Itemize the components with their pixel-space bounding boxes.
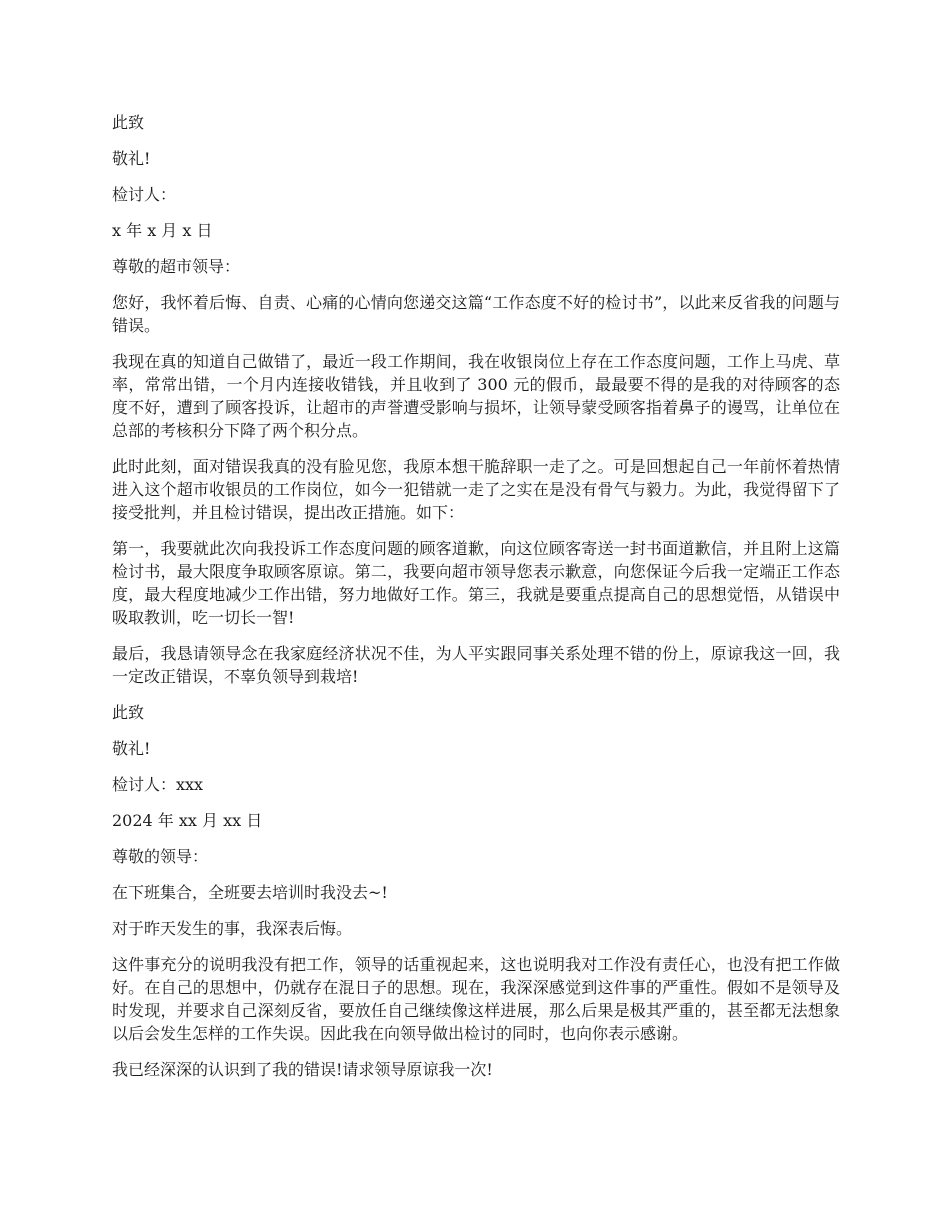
body-paragraph: 您好，我怀着后悔、自责、心痛的心情向您递交这篇“工作态度不好的检讨书”，以此来反省我的问题与错误。 bbox=[112, 293, 840, 335]
body-paragraph: 我已经深深的认识到了我的错误!请求领导原谅我一次! bbox=[112, 1060, 493, 1079]
closing-salutation: 此致 bbox=[112, 113, 145, 132]
body-paragraph: 此时此刻，面对错误我真的没有脸见您，我原本想干脆辞职一走了之。可是回想起自己一年前怀着热情进入这个超市收银员的工作岗位，如今一犯错就一走了之实在是没有骨气与毅力。为此，我觉得留下了接受批判，并且检讨错误，提出改正措施。如下： bbox=[112, 457, 840, 522]
greeting: 尊敬的领导： bbox=[112, 847, 209, 866]
body-paragraph: 第一，我要就此次向我投诉工作态度问题的顾客道歉，向这位顾客寄送一封书面道歉信，并且附上这篇检讨书，最大限度争取顾客原谅。第二，我要向超市领导您表示歉意，向您保证今后我一定端正工作态度，最大程度地减少工作出错，努力地做好工作。第三，我就是要重点提高自己的思想觉悟，从错误中吸取教训，吃一切长一智! bbox=[112, 539, 840, 627]
closing-regards: 敬礼! bbox=[112, 739, 151, 758]
greeting: 尊敬的超市领导： bbox=[112, 257, 241, 276]
date-line: x 年 x 月 x 日 bbox=[112, 221, 213, 240]
body-paragraph: 在下班集合，全班要去培训时我没去~! bbox=[112, 883, 388, 902]
signature-line: 检讨人：xxx bbox=[112, 775, 204, 794]
body-paragraph: 这件事充分的说明我没有把工作，领导的话重视起来，这也说明我对工作没有责任心，也没有把工作做好。在自己的思想中，仍就存在混日子的思想。现在，我深深感觉到这件事的严重性。假如不是领导及时发现，并要求自己深刻反省，要放任自己继续像这样进展，那么后果是极其严重的，甚至都无法想象以后会发生怎样的工作失误。因此我在向领导做出检讨的同时，也向你表示感谢。 bbox=[112, 955, 840, 1043]
closing-salutation: 此致 bbox=[112, 703, 145, 722]
date-line: 2024 年 xx 月 xx 日 bbox=[112, 811, 263, 830]
body-paragraph: 最后，我恳请领导念在我家庭经济状况不佳，为人平实跟同事关系处理不错的份上，原谅我这一回，我一定改正错误，不辜负领导到栽培! bbox=[112, 644, 840, 686]
body-paragraph: 对于昨天发生的事，我深表后悔。 bbox=[112, 919, 353, 938]
document-body bbox=[112, 111, 840, 1094]
closing-regards: 敬礼! bbox=[112, 149, 151, 168]
body-paragraph: 我现在真的知道自己做错了，最近一段工作期间，我在收银岗位上存在工作态度问题，工作上马虎、草率，常常出错，一个月内连接收错钱，并且收到了 300 元的假币，最最要不得的是我的对待顾客的态度不好，遭到了顾客投诉，让超市的声誉遭受影响与损坏，让领导蒙受顾客指着鼻子的谩骂，让单位在总部的考核积分下降了两个积分点。 bbox=[112, 352, 840, 440]
signature-line: 检讨人： bbox=[112, 185, 177, 204]
